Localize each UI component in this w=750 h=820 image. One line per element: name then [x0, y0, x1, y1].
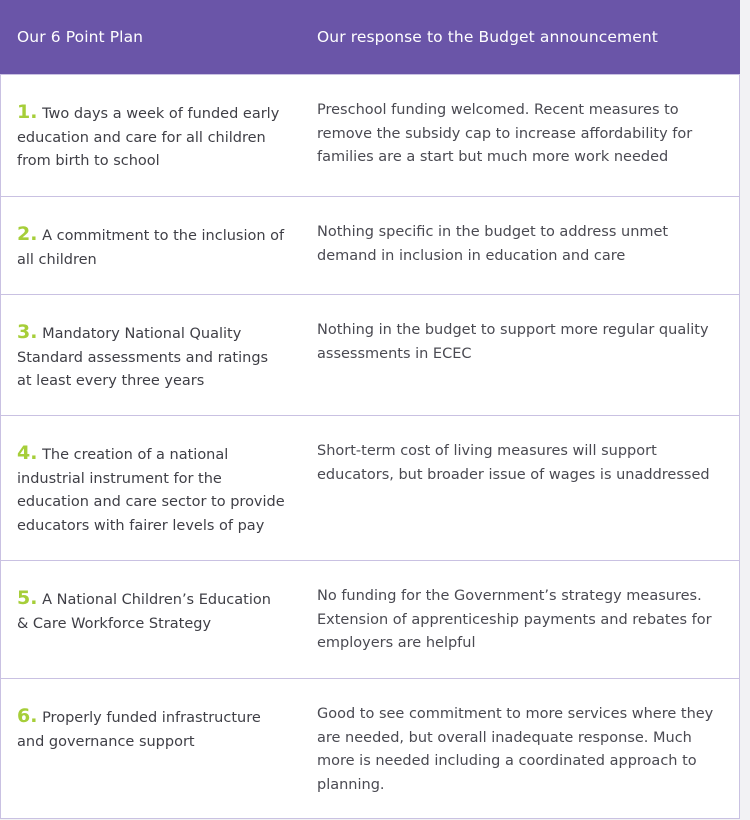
plan-cell — [1, 561, 301, 678]
table-row — [1, 560, 739, 678]
plan-text: The creation of a national industrial instrument for the education and care sector to provide educators with fairer levels of pay — [17, 447, 285, 534]
plan-cell — [1, 75, 301, 196]
plan-number: 3. — [17, 321, 38, 343]
plan-text: A commitment to the inclusion of all children — [17, 228, 285, 268]
header-plan: Our 6 Point Plan — [17, 28, 144, 46]
table-row — [1, 74, 739, 196]
response-cell: Preschool funding welcomed. Recent measures to remove the subsidy cap to increase affordability for families are a start but much more work needed — [317, 102, 693, 165]
header-response: Our response to the Budget announcement — [317, 28, 658, 46]
response-cell: Short-term cost of living measures will support educators, but broader issue of wages is unaddressed — [317, 443, 710, 483]
response-cell: Good to see commitment to more services where they are needed, but overall inadequate response. Much more is needed including a coordinated approach to planning. — [317, 706, 714, 793]
plan-number: 4. — [17, 442, 38, 464]
table-row — [1, 415, 739, 560]
response-cell: Nothing in the budget to support more regular quality assessments in ECEC — [317, 322, 709, 362]
plan-number: 6. — [17, 705, 38, 727]
plan-text: Two days a week of funded early education and care for all children from birth to school — [17, 106, 280, 169]
plan-cell — [1, 679, 301, 818]
plan-text: Properly funded infrastructure and governance support — [17, 710, 261, 750]
plan-cell — [1, 197, 301, 294]
response-cell: Nothing specific in the budget to address unmet demand in inclusion in education and care — [317, 224, 669, 264]
plan-cell — [1, 295, 301, 415]
response-cell: No funding for the Government’s strategy measures. Extension of apprenticeship payments and rebates for employers are helpful — [317, 588, 712, 651]
table-row — [1, 678, 739, 818]
plan-number: 1. — [17, 101, 38, 123]
plan-number: 5. — [17, 587, 38, 609]
table-row — [1, 294, 739, 415]
plan-cell — [1, 416, 301, 560]
plan-number: 2. — [17, 223, 38, 245]
plan-text: Mandatory National Quality Standard assessments and ratings at least every three years — [17, 326, 269, 389]
plan-text: A National Children’s Education & Care Workforce Strategy — [17, 592, 271, 632]
table-row — [1, 196, 739, 294]
table-header — [0, 0, 740, 74]
